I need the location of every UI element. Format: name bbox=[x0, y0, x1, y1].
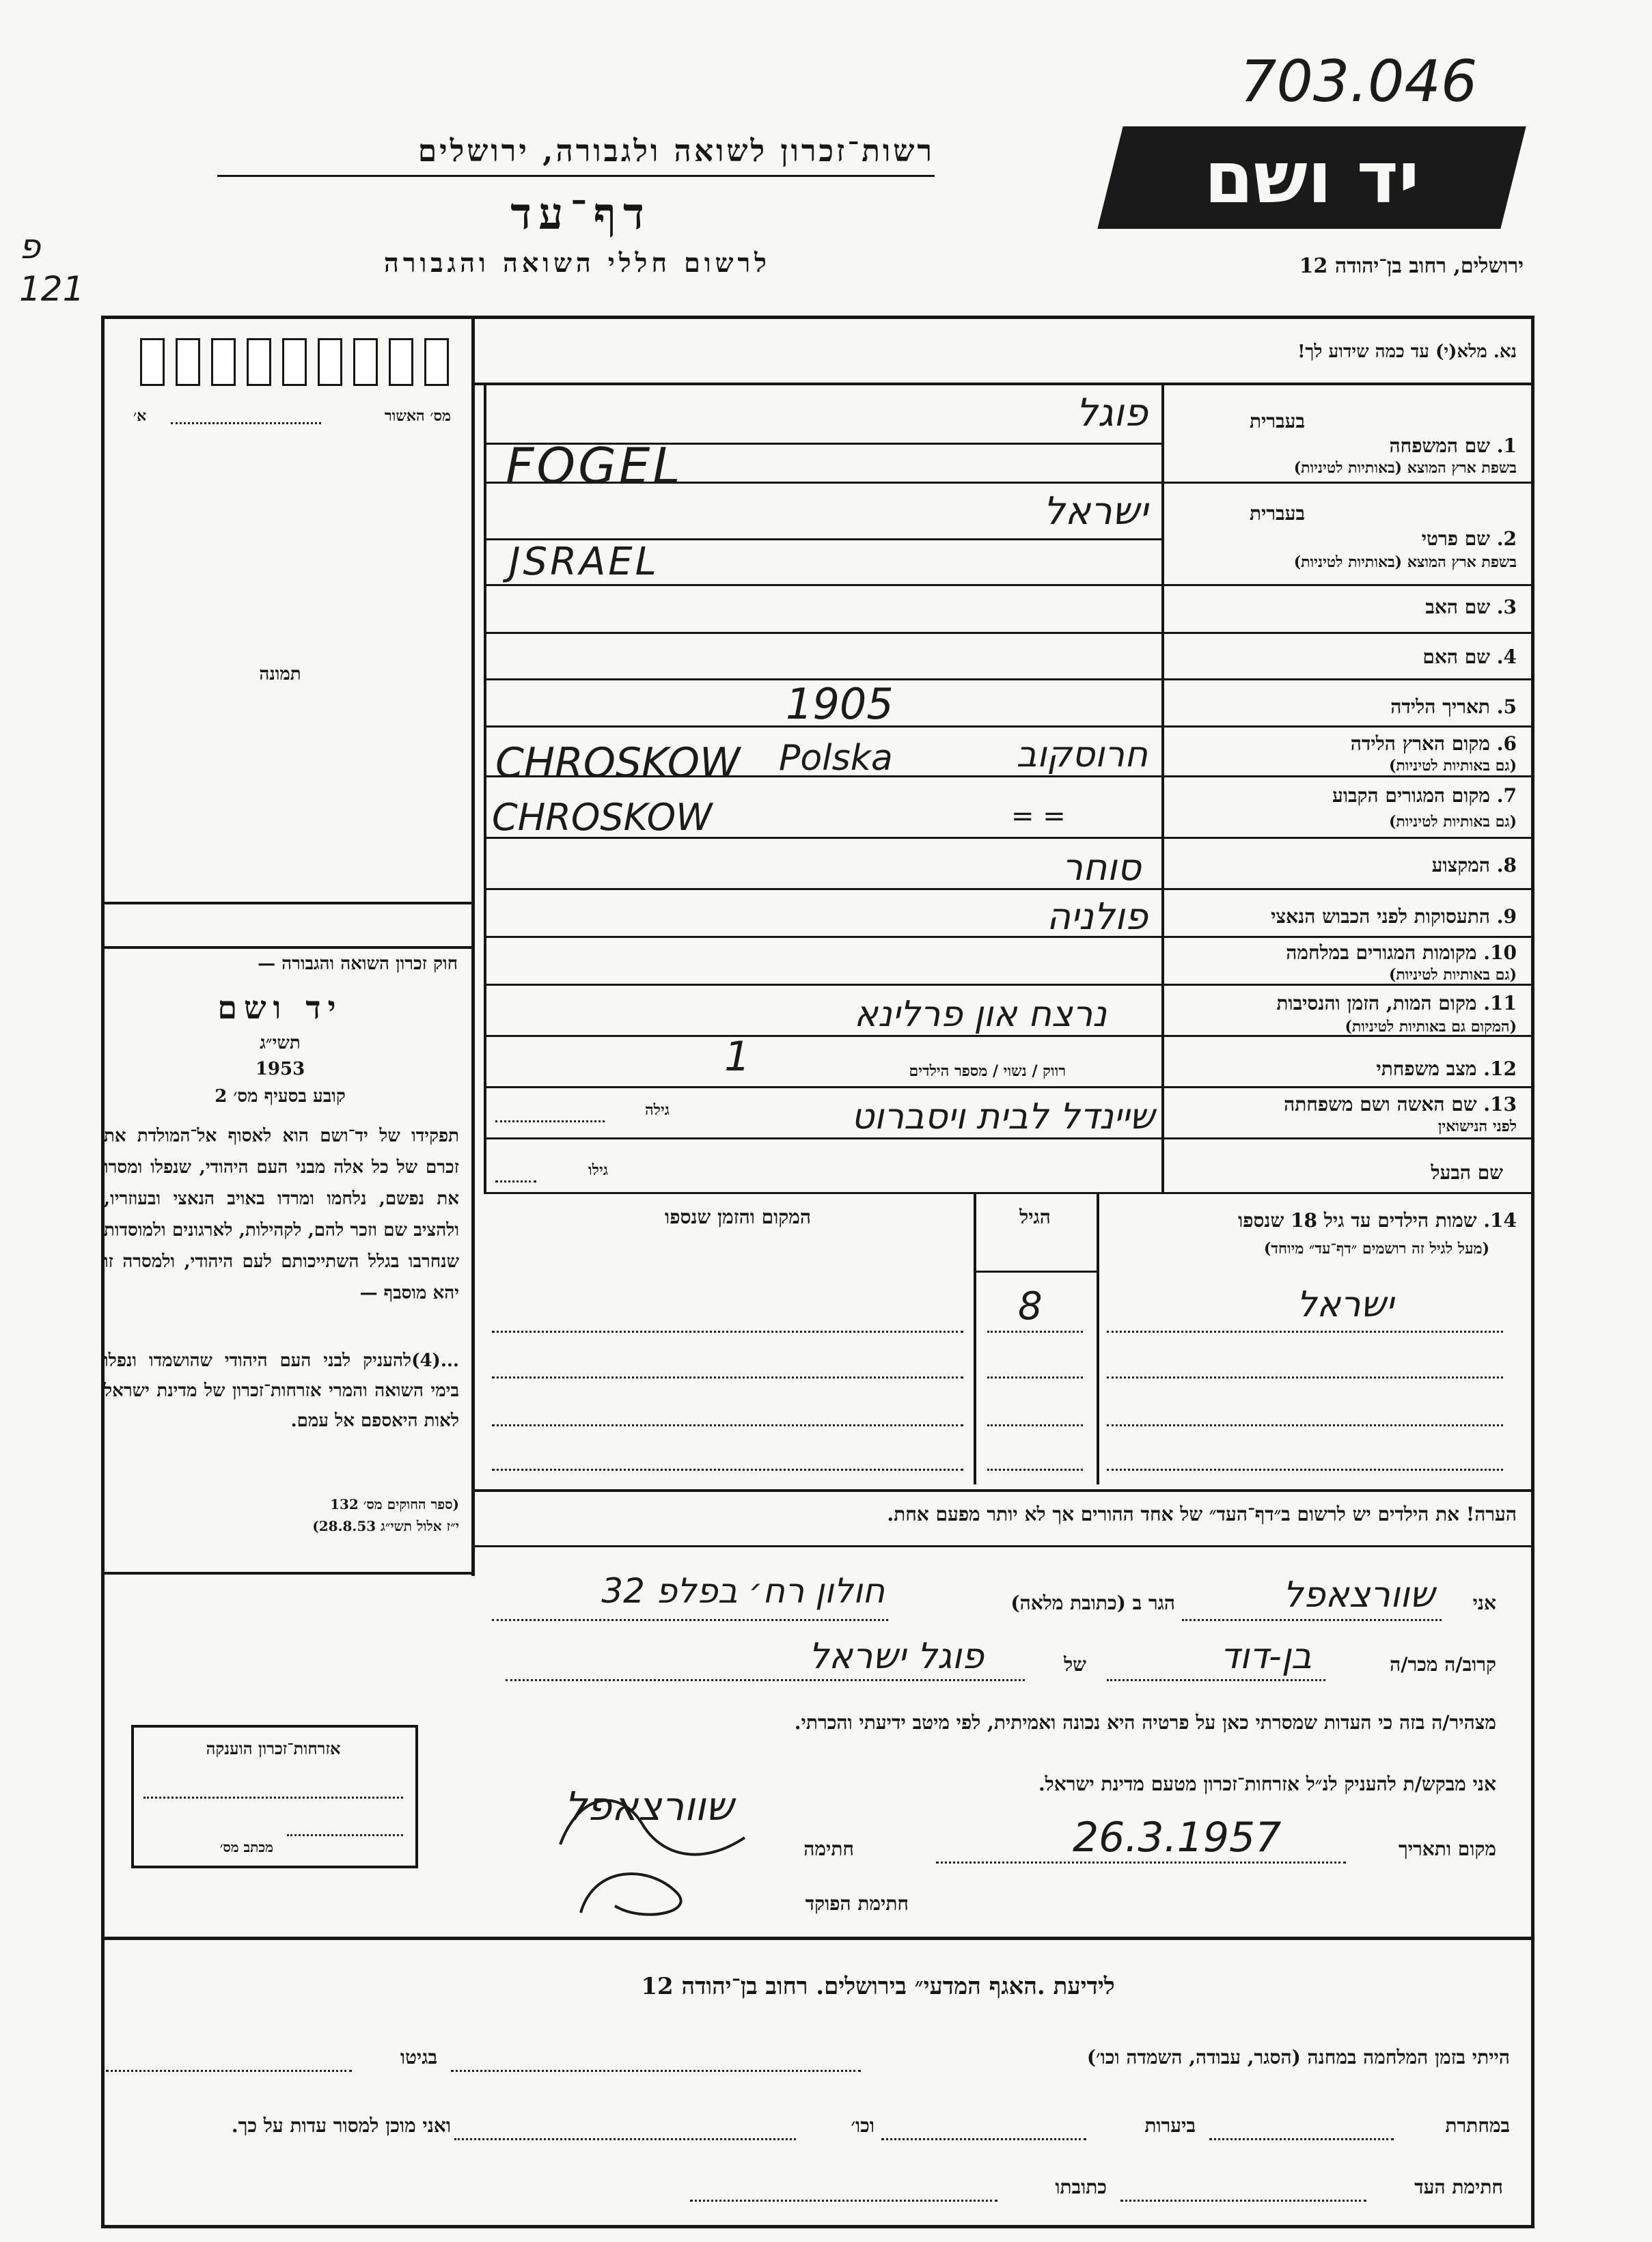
child-row-place-line[interactable] bbox=[492, 1469, 963, 1471]
address-label: הגר ב (כתובת מלאה) bbox=[1010, 1592, 1175, 1614]
field-10-sub: (גם באותיות לטיניות) bbox=[1388, 966, 1517, 984]
digit-cell[interactable] bbox=[353, 338, 378, 386]
husband-age-field[interactable] bbox=[495, 1180, 536, 1182]
profession-value[interactable]: סוחר bbox=[1062, 846, 1141, 889]
birth-date-value[interactable]: 1905 bbox=[786, 679, 894, 729]
footer-line1-label: הייתי בזמן המלחמה במחנה (הסגר, עבודה, השמדה וכו׳) bbox=[1086, 2046, 1510, 2068]
declarant-line[interactable] bbox=[1182, 1619, 1442, 1621]
birthplace-hebrew-value[interactable]: חרוסקוב bbox=[1016, 734, 1148, 775]
field-1-number: 1. bbox=[1496, 434, 1517, 457]
law-name: יד ושם bbox=[217, 989, 343, 1026]
label-column-divider bbox=[1161, 383, 1164, 1192]
field-8-label bbox=[1168, 854, 1517, 877]
field-5-label bbox=[1168, 695, 1517, 719]
field-line bbox=[484, 725, 1534, 728]
children-count-value[interactable]: 1 bbox=[724, 1033, 751, 1081]
field-line bbox=[484, 1086, 1534, 1088]
field-8-number: 8. bbox=[1496, 854, 1517, 876]
law-text-continued: ...(4)להעניק לבני העם היהודי שהושמדו ונפלו בימי השואה והמרי אזרחות־זכרון של מדינת ישראל לאות היאספם אל עמם. bbox=[104, 1351, 459, 1431]
footer-witness-signature-line[interactable] bbox=[1120, 2200, 1366, 2202]
surname-latin-value[interactable]: FOGEL bbox=[506, 437, 683, 495]
law-section: קובע בסעיף מס׳ 2 bbox=[215, 1086, 346, 1107]
law-text: תפקידו של יד־ושם הוא לאסוף אל־המולדת את זכרם של כל אלה מבני העם היהודי, שנפלו ומסרו את נפשם, נלחמו ומרדו באויב הנאצי ובעוזריו, ולהציב שם וזכר להם, לקהילות, לארגונים ולמוסדות שנחרבו בגלל השתייכותם לעם היהודי, ולמסרה זו יהא מוסבף — bbox=[104, 1126, 459, 1303]
archive-number: 703.046 bbox=[1240, 48, 1478, 115]
value-column-left bbox=[484, 383, 486, 1192]
field-6-number: 6. bbox=[1496, 732, 1517, 755]
child-row-age-line[interactable] bbox=[987, 1424, 1083, 1426]
field-3-number: 3. bbox=[1496, 596, 1517, 618]
law-reference-2: י״ז אלול תשי״ג 28.8.53) bbox=[312, 1518, 459, 1534]
field-3-name: שם האב bbox=[1425, 596, 1491, 618]
footer-camp-line[interactable] bbox=[451, 2070, 861, 2072]
field-11-label bbox=[1168, 992, 1517, 1015]
footer-willing-text: ואני מוכן למסור עדות על כך. bbox=[231, 2114, 451, 2137]
field-2-label bbox=[1168, 527, 1517, 551]
child-row-name-line[interactable] bbox=[1107, 1469, 1503, 1471]
field-2-sub: בשפת ארץ המוצא (באותיות לטיניות) bbox=[1293, 553, 1517, 571]
field-1-label bbox=[1168, 434, 1517, 458]
child-row-age-line[interactable] bbox=[987, 1331, 1083, 1333]
place-date-line[interactable] bbox=[936, 1862, 1346, 1864]
children-name-header: שמות הילדים עד גיל 18 שנספו bbox=[1238, 1209, 1477, 1232]
field-10-name: מקומות המגורים במלחמה bbox=[1286, 941, 1477, 964]
field-4-number: 4. bbox=[1496, 646, 1517, 668]
child-row-age-line[interactable] bbox=[987, 1469, 1083, 1471]
field-7-sub: (גם באותיות לטיניות) bbox=[1388, 813, 1517, 831]
field-11-sub: (המקום גם באותיות לטיניות) bbox=[1345, 1018, 1517, 1036]
approval-number-suffix: א׳ bbox=[133, 407, 147, 425]
field-10-number: 10. bbox=[1483, 941, 1517, 964]
request-text: אני מבקש/ת להעניק לנ״ל אזרחות־זכרון מטעם מדינת ישראל. bbox=[1038, 1773, 1496, 1795]
field-line bbox=[484, 984, 1534, 986]
digit-cell[interactable] bbox=[140, 338, 165, 386]
margin-mark: פ 121 bbox=[19, 227, 85, 309]
digit-cell[interactable] bbox=[282, 338, 307, 386]
declarant-label: אני bbox=[1472, 1592, 1496, 1614]
certificate-number-label: מכתב מס׳ bbox=[219, 1839, 273, 1855]
surname-hebrew-value[interactable]: פוגל bbox=[1075, 391, 1148, 435]
relation-label: קרוב/ה מכר/ה bbox=[1390, 1653, 1496, 1676]
address-value[interactable]: חולון רח׳ בפלפ 32 bbox=[601, 1571, 885, 1611]
footer-address-line[interactable] bbox=[690, 2200, 997, 2202]
digit-cell[interactable] bbox=[424, 338, 449, 386]
children-age-header: הגיל bbox=[1019, 1206, 1051, 1228]
field-1-sub: בשפת ארץ המוצא (באותיות לטיניות) bbox=[1293, 459, 1517, 477]
field-7-label bbox=[1168, 784, 1517, 807]
field-1-hebrew-label: בעברית bbox=[1249, 410, 1305, 432]
field-13-sub: לפני הנישואין bbox=[1437, 1118, 1517, 1135]
authority-name: רשות־זכרון לשואה ולגבורה, ירושלים bbox=[417, 134, 935, 169]
field-12-name: מצב משפחתי bbox=[1376, 1057, 1477, 1080]
child-1-age-value[interactable]: 8 bbox=[1018, 1284, 1043, 1329]
firstname-hebrew-value[interactable]: ישראל bbox=[1043, 489, 1148, 534]
field-12-label bbox=[1168, 1057, 1517, 1081]
field-13-name: שם האשה ושם משפחתה bbox=[1284, 1093, 1477, 1116]
residence-latin-value[interactable]: CHROSKOW bbox=[492, 796, 713, 839]
field-9-label bbox=[1168, 905, 1517, 928]
law-title: חוק זכרון השואה והגבורה — bbox=[258, 954, 458, 974]
field-line bbox=[484, 1137, 1534, 1139]
approval-number-field[interactable] bbox=[171, 422, 321, 424]
note-bottom-line bbox=[473, 1545, 1534, 1547]
logo-text: יד ושם bbox=[1204, 136, 1420, 219]
field-10-label bbox=[1168, 941, 1517, 965]
place-date-label: מקום ותאריך bbox=[1398, 1838, 1496, 1860]
children-table-divider-2 bbox=[1097, 1194, 1099, 1484]
field-2-number: 2. bbox=[1496, 527, 1517, 550]
digit-cell[interactable] bbox=[389, 338, 413, 386]
declarant-name-value[interactable]: שוורצאפל bbox=[1282, 1575, 1435, 1616]
residence-ditto-mark[interactable]: = = bbox=[1011, 801, 1066, 832]
children-table-header-line bbox=[974, 1271, 1099, 1273]
field-7-number: 7. bbox=[1496, 784, 1517, 807]
husband-age-label: גילו bbox=[588, 1161, 608, 1179]
child-1-name-value[interactable]: ישראל bbox=[1296, 1284, 1394, 1325]
field-3-label bbox=[1168, 596, 1517, 619]
authority-underline bbox=[217, 175, 935, 177]
child-row-name-line[interactable] bbox=[1107, 1331, 1503, 1333]
field-line bbox=[484, 584, 1534, 586]
footer-ghetto-line[interactable] bbox=[106, 2070, 352, 2072]
law-year bbox=[102, 1033, 458, 1053]
marital-status-options[interactable]: רווק / נשוי / מספר הילדים bbox=[909, 1062, 1066, 1080]
field-8-name: המקצוע bbox=[1431, 854, 1491, 876]
footer-underground-line[interactable] bbox=[1209, 2138, 1394, 2140]
wife-age-label: גילה bbox=[645, 1101, 670, 1119]
footer-ghetto-label: בגיטו bbox=[400, 2046, 437, 2068]
law-reference-1: (ספר החוקים מס׳ 132 bbox=[330, 1496, 459, 1512]
date-value[interactable]: 26.3.1957 bbox=[1073, 1814, 1282, 1862]
birthplace-country-value[interactable]: Polska bbox=[779, 738, 893, 779]
relation-value[interactable]: בן-דוד bbox=[1220, 1636, 1312, 1677]
footer-address-label: כתובתו bbox=[1055, 2176, 1107, 2198]
children-table-heading bbox=[1107, 1209, 1517, 1232]
footer-etc-line[interactable] bbox=[454, 2138, 796, 2140]
field-5-number: 5. bbox=[1496, 695, 1517, 718]
wife-name-value[interactable]: שיינדל לבית ויסברוט bbox=[851, 1096, 1155, 1137]
officer-signature-label: חתימת הפוקד bbox=[805, 1892, 909, 1915]
statement-text: מצהיר/ה בזה כי העדות שמסרתי כאן על פרטיה היא נכונה ואמיתית, לפי מיטב ידיעתי והכרתי. bbox=[794, 1711, 1496, 1734]
footer-forest-line[interactable] bbox=[881, 2138, 1086, 2140]
field-line bbox=[484, 632, 1534, 634]
field-2-hebrew-label: בעברית bbox=[1249, 502, 1305, 525]
law-year-number: 1953 bbox=[255, 1059, 305, 1079]
signature-value[interactable]: שוורצאפל bbox=[564, 1783, 734, 1829]
field-12-number: 12. bbox=[1483, 1057, 1517, 1080]
field-14-number: 14. bbox=[1483, 1209, 1517, 1232]
field-line bbox=[484, 678, 1534, 680]
document-title: דף־עד bbox=[510, 189, 651, 240]
yad-vashem-logo bbox=[1097, 126, 1526, 229]
document-subtitle: לרשום חללי השואה והגבורה bbox=[384, 247, 771, 278]
field-4-name: שם האם bbox=[1422, 646, 1491, 668]
death-place-value[interactable]: נרצח און פרלינא bbox=[854, 994, 1107, 1035]
field-11-name: מקום המות, הזמן והנסיבות bbox=[1276, 992, 1477, 1014]
field-11-number: 11. bbox=[1483, 992, 1517, 1014]
field-4-label bbox=[1168, 646, 1517, 669]
footer-title: לידיעת .האגף המדעי״ בירושלים. רחוב בן־יהודה 12 bbox=[641, 1973, 1115, 2000]
field-13-number: 13. bbox=[1483, 1093, 1517, 1116]
of-line[interactable] bbox=[506, 1679, 1025, 1681]
child-row-place-line[interactable] bbox=[492, 1424, 963, 1426]
of-label: של bbox=[1064, 1653, 1086, 1676]
digit-cell[interactable] bbox=[211, 338, 236, 386]
birthplace-latin-value[interactable]: CHROSKOW bbox=[495, 739, 741, 787]
field-9-name: התעסוקות לפני הכבוש הנאצי bbox=[1271, 905, 1491, 928]
photo-label: תמונה bbox=[259, 664, 301, 684]
child-row-name-line[interactable] bbox=[1107, 1376, 1503, 1379]
footer-etc-label: וכו׳ bbox=[851, 2114, 875, 2137]
digit-cell[interactable] bbox=[318, 338, 342, 386]
children-name-subheader: (מעל לגיל זה רושמים ״דף־עד״ מיוחד) bbox=[1263, 1240, 1489, 1258]
instructions: נא. מלא(י) עד כמה שידוע לך! bbox=[1297, 342, 1517, 362]
certificate-line-2[interactable] bbox=[287, 1834, 403, 1836]
certificate-title: אזרחות־זכרון הוענקה bbox=[206, 1739, 341, 1758]
grid-top bbox=[473, 383, 1534, 385]
children-table-divider-1 bbox=[974, 1194, 976, 1484]
footer-forest-label: ביערות bbox=[1144, 2114, 1196, 2137]
field-9-number: 9. bbox=[1496, 905, 1517, 928]
signature-label: חתימה bbox=[803, 1838, 854, 1860]
child-row-place-line[interactable] bbox=[492, 1376, 963, 1379]
firstname-latin-value[interactable]: JSRAEL bbox=[509, 540, 659, 584]
field-13-label bbox=[1168, 1093, 1517, 1116]
digit-cell[interactable] bbox=[176, 338, 200, 386]
field-6-name: מקום הארץ הלידה bbox=[1350, 732, 1491, 755]
field-2-name: שם פרטי bbox=[1421, 527, 1491, 550]
address: ירושלים, רחוב בן־יהודה 12 bbox=[1299, 254, 1524, 278]
note-top-line bbox=[473, 1489, 1534, 1492]
of-value[interactable]: פוגל ישראל bbox=[808, 1636, 984, 1677]
footer-top-line bbox=[101, 1937, 1534, 1940]
children-place-header: המקום והזמן שנספו bbox=[665, 1206, 811, 1228]
law-year-hebrew: תשי״ג bbox=[260, 1033, 301, 1053]
field-7-name: מקום המגורים הקבוע bbox=[1332, 784, 1491, 807]
relation-line[interactable] bbox=[1107, 1679, 1325, 1681]
digit-cell[interactable] bbox=[247, 338, 271, 386]
residence-before-war-value[interactable]: פולניה bbox=[1046, 895, 1148, 938]
child-row-name-line[interactable] bbox=[1107, 1424, 1503, 1426]
note-text: הערה! את הילדים יש לרשום ב״דף־העד״ של אחד ההורים אך לא יותר מפעם אחת. bbox=[887, 1503, 1517, 1525]
field-1-name: שם המשפחה bbox=[1389, 434, 1491, 457]
child-row-place-line[interactable] bbox=[492, 1331, 963, 1333]
husband-label: שם הבעל bbox=[1431, 1161, 1503, 1184]
wife-age-field[interactable] bbox=[495, 1120, 605, 1122]
field-6-sub: (גם באותיות לטיניות) bbox=[1388, 757, 1517, 775]
footer-underground-label: במחתרת bbox=[1445, 2114, 1510, 2137]
field-line bbox=[484, 1192, 1534, 1194]
footer-witness-signature-label: חתימת העד bbox=[1414, 2176, 1503, 2198]
child-row-age-line[interactable] bbox=[987, 1376, 1083, 1379]
photo-bottom-line bbox=[101, 902, 473, 904]
field-6-label bbox=[1168, 732, 1517, 756]
certificate-line[interactable] bbox=[143, 1797, 403, 1799]
field-5-name: תאריך הלידה bbox=[1390, 695, 1491, 718]
approval-number-label: מס׳ האשור bbox=[384, 407, 451, 425]
address-line[interactable] bbox=[492, 1619, 888, 1621]
